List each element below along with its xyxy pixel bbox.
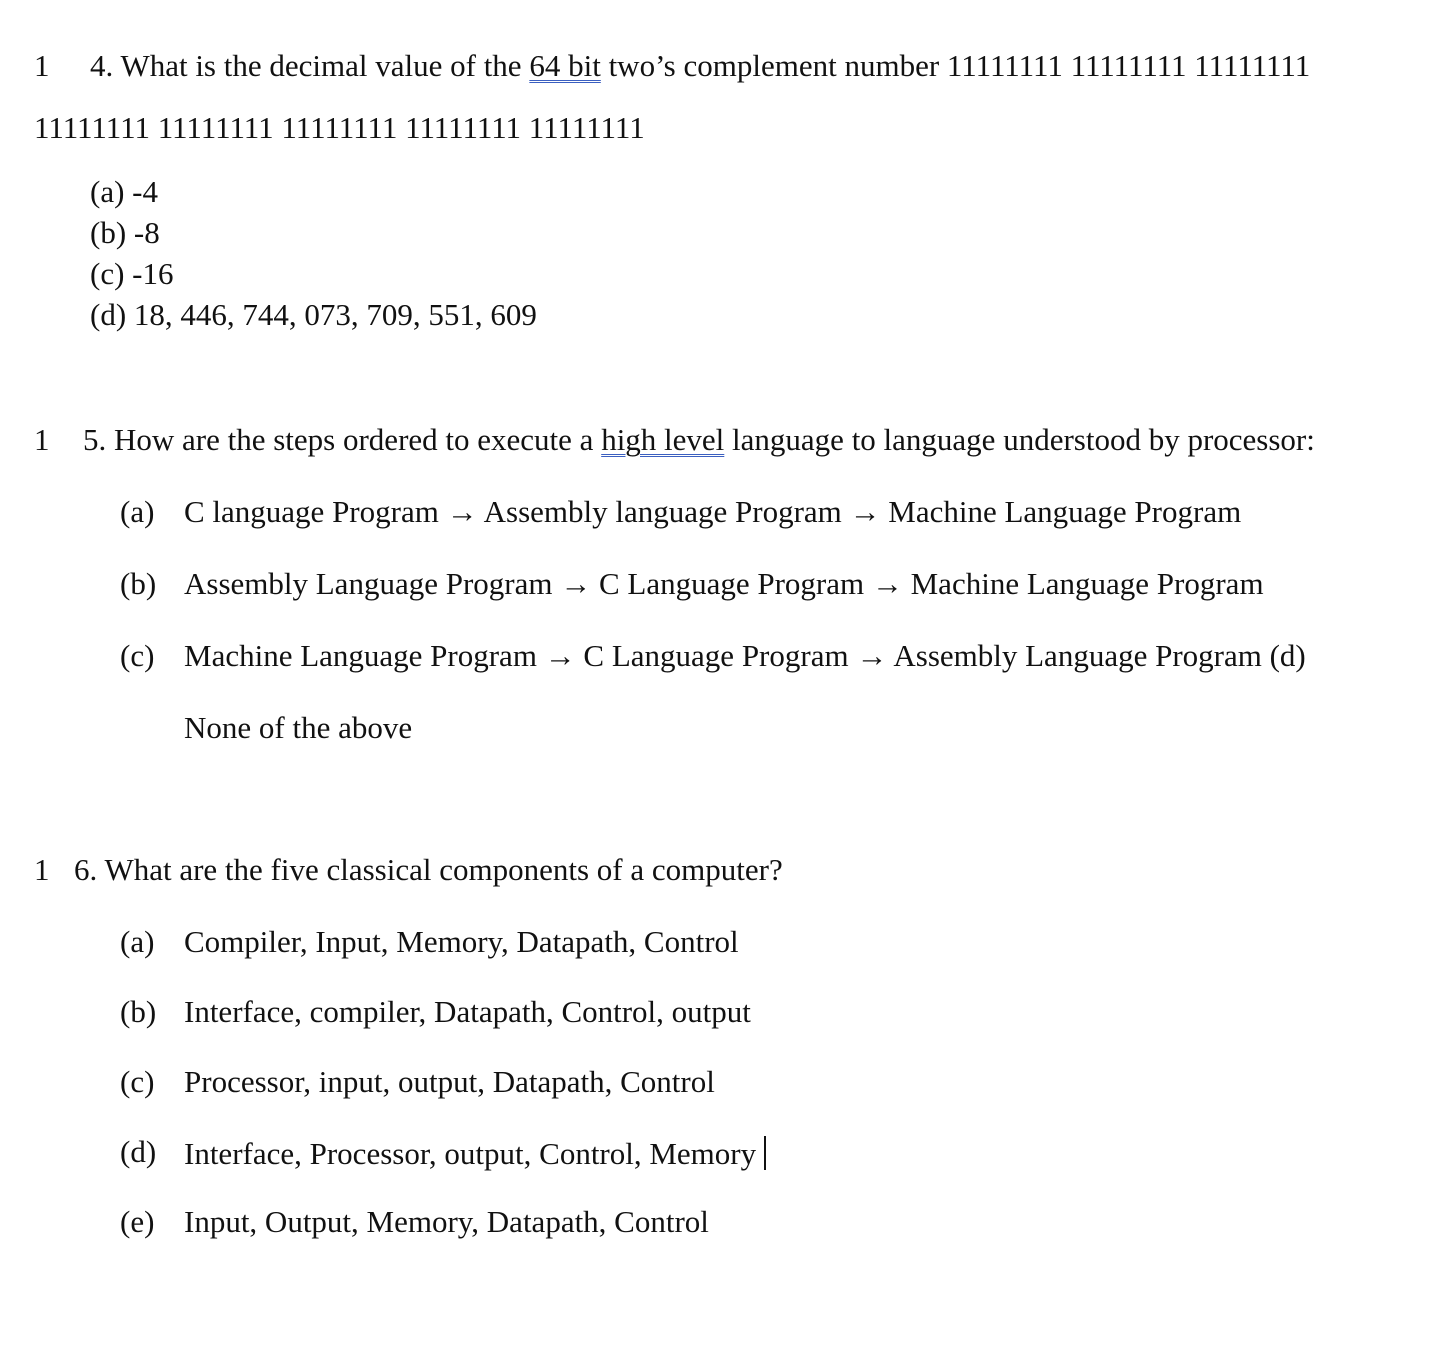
q14-underlined-term: 64 bit <box>529 48 601 83</box>
q16-option-c-letter: (c) <box>120 1064 155 1099</box>
q15-option-c[interactable]: Machine Language Program → C Language Program → Assembly Language Program (d) <box>184 638 1306 673</box>
q16-option-e-letter: (e) <box>120 1204 155 1239</box>
q16-option-b[interactable]: Interface, compiler, Datapath, Control, output <box>184 994 751 1029</box>
q16-marker: 1 <box>34 852 50 887</box>
q14-option-b[interactable]: (b) -8 <box>90 215 160 250</box>
q16-option-a[interactable]: Compiler, Input, Memory, Datapath, Control <box>184 924 739 959</box>
q15-underlined-term: high level <box>601 422 725 457</box>
q16-option-d-row[interactable] <box>184 1136 766 1170</box>
q14-option-c[interactable]: (c) -16 <box>90 256 174 291</box>
q16-option-e[interactable]: Input, Output, Memory, Datapath, Control <box>184 1204 709 1239</box>
q16-option-b-letter: (b) <box>120 994 157 1029</box>
q14-question-line2: 11111111 11111111 11111111 11111111 11111111 <box>34 110 645 145</box>
q15-marker: 1 <box>34 422 50 457</box>
q14-question <box>90 50 1310 81</box>
q16-option-d[interactable]: Interface, Processor, output, Control, Memory <box>184 1136 757 1171</box>
q15-question <box>83 424 1315 455</box>
q15-option-b-letter: (b) <box>120 566 157 601</box>
q15-option-c-letter: (c) <box>120 638 155 673</box>
q15-option-b[interactable]: Assembly Language Program → C Language Program → Machine Language Program <box>184 566 1264 601</box>
q14-option-d[interactable]: (d) 18, 446, 744, 073, 709, 551, 609 <box>90 297 537 332</box>
q15-option-a-letter: (a) <box>120 494 155 529</box>
q14-option-a[interactable]: (a) -4 <box>90 174 158 209</box>
q14-question-prefix: 4. What is the decimal value of the <box>90 48 530 83</box>
q16-option-d-letter: (d) <box>120 1134 157 1169</box>
q15-option-d-continuation[interactable]: None of the above <box>184 710 413 745</box>
q15-question-suffix: language to language understood by processor: <box>724 422 1315 457</box>
q16-option-a-letter: (a) <box>120 924 155 959</box>
q14-question-suffix: two’s complement number 11111111 11111111 11111111 <box>600 48 1311 83</box>
q14-marker: 1 <box>34 48 50 83</box>
q16-question: 6. What are the five classical components of a computer? <box>74 852 783 887</box>
q16-option-c[interactable]: Processor, input, output, Datapath, Control <box>184 1064 715 1099</box>
text-cursor <box>764 1136 766 1170</box>
q15-option-a[interactable]: C language Program → Assembly language Program → Machine Language Program <box>184 494 1242 529</box>
q15-question-prefix: 5. How are the steps ordered to execute a <box>83 422 602 457</box>
